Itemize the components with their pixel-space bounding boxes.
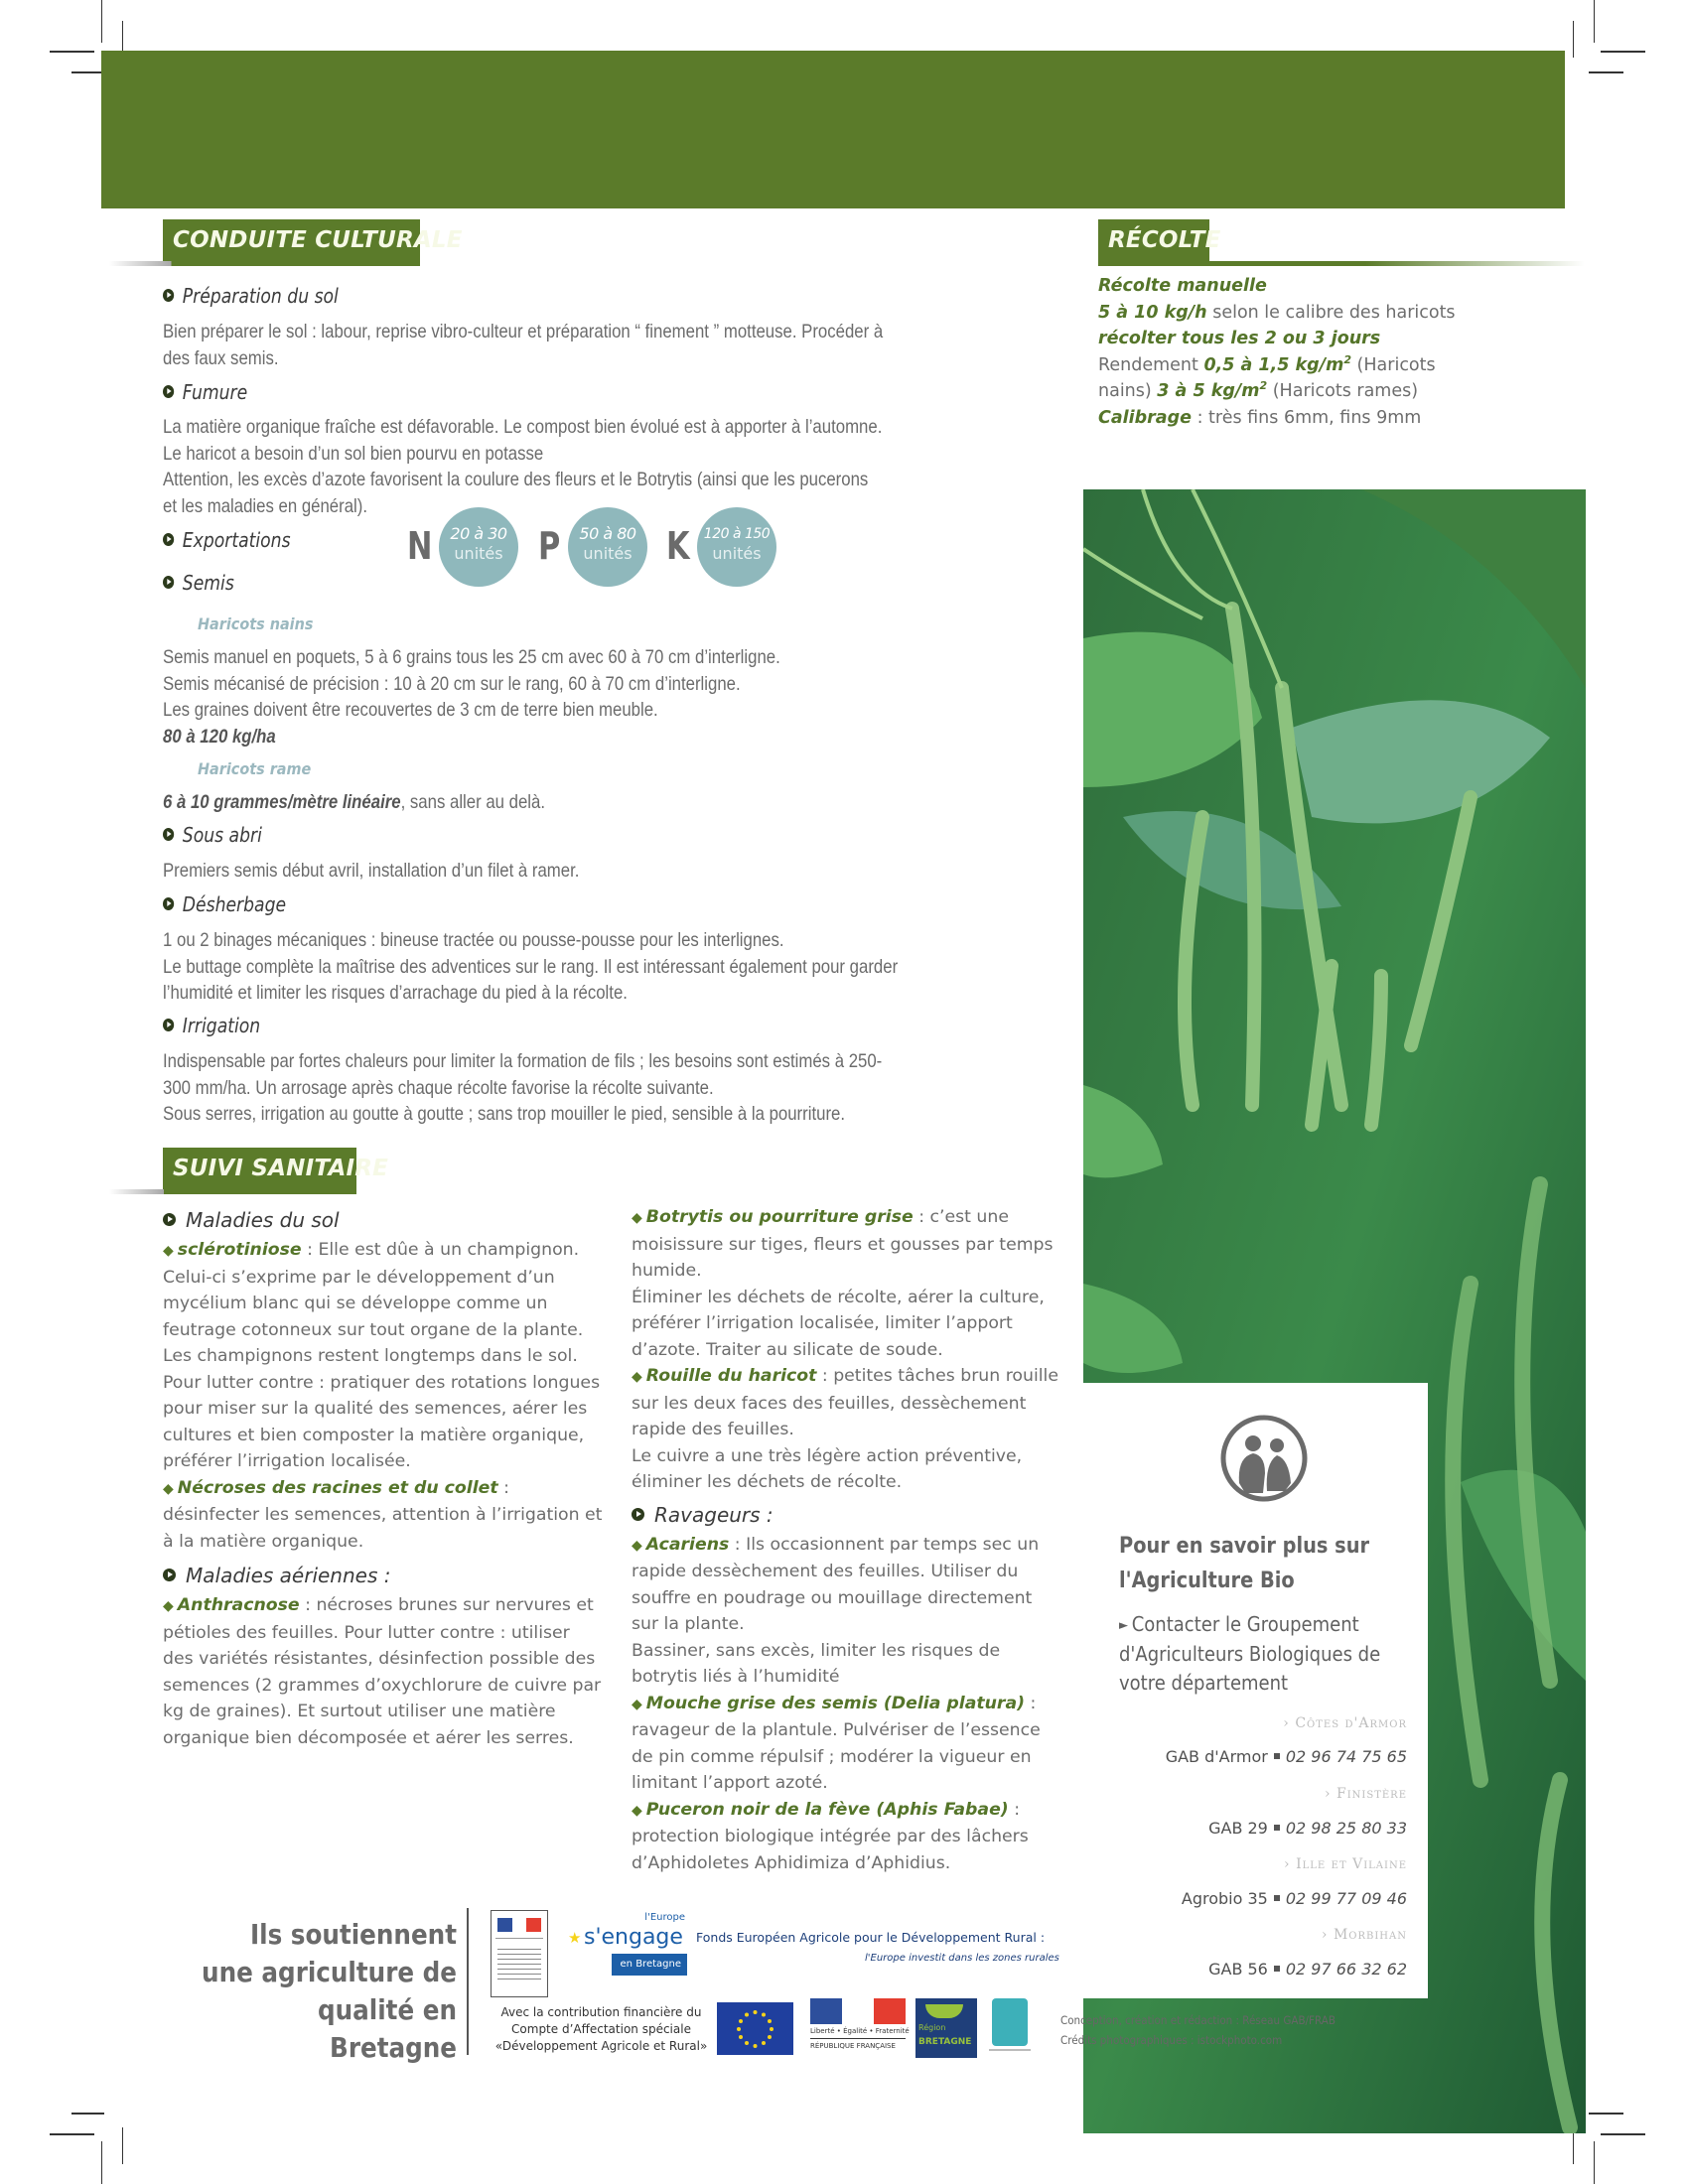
crop-mark — [1589, 71, 1623, 73]
disease-text: Éliminer les déchets de récolte, aérer la culture, préférer l’irrigation localisée, limiter l’apport d’azote. Traiter au silicate de soude. — [632, 1287, 1045, 1360]
crop-mark — [1573, 21, 1574, 58]
subheading-text: Ravageurs : — [654, 1502, 774, 1527]
recolte-text — [1098, 273, 1476, 431]
em-text: 5 à 10 kg/h — [1098, 302, 1207, 323]
text-line: et les maladies en général). — [163, 494, 368, 517]
sanitaire-col-left — [163, 1205, 605, 1751]
info-text-content: Contacter le Groupement d'Agriculteurs Biologiques de votre département — [1119, 1612, 1381, 1695]
pest-text: : protection biologique intégrée par des lâchers d’Aphidoletes Aphidimiza d’Aphidius. — [632, 1799, 1029, 1873]
subheading-text: Fumure — [182, 380, 248, 404]
npk-letter-n: N — [407, 524, 433, 568]
pest-entry — [632, 1797, 1058, 1877]
play-bullet-icon — [163, 289, 174, 302]
contact-org: GAB 56 — [1208, 1960, 1268, 1979]
disease-name: Nécroses des racines et du collet — [177, 1477, 498, 1498]
text-line: Compte d’Affectation spéciale — [511, 2022, 691, 2036]
subheading-ravageurs — [632, 1500, 1058, 1530]
disease-text: : désinfecter les semences, attention à l’irrigation et à la matière organique. — [163, 1477, 603, 1552]
phone-number: 02 96 74 75 65 — [1285, 1747, 1407, 1766]
subheading-semis — [163, 571, 234, 595]
diamond-bullet-icon: ◆ — [632, 1537, 642, 1554]
support-statement: Ils soutiennent une agriculture de qualité en Bretagne — [202, 1918, 457, 2064]
em-text — [1157, 381, 1267, 401]
square-separator-icon — [1274, 1895, 1280, 1901]
feader-subtitle: l'Europe investit dans les zones rurales — [865, 1953, 1059, 1964]
diamond-bullet-icon: ◆ — [163, 1598, 174, 1614]
square-separator-icon — [1274, 1825, 1280, 1831]
phone-number: 02 98 25 80 33 — [1285, 1819, 1407, 1838]
disease-entry — [163, 1237, 605, 1475]
diamond-bullet-icon: ◆ — [163, 1480, 174, 1497]
text-line: «Développement Agricole et Rural» — [494, 2039, 708, 2053]
feader-title: Fonds Européen Agricole pour le Développement Rural : — [696, 1930, 1046, 1945]
text-line: Avec la contribution financière du — [500, 2005, 702, 2019]
play-bullet-icon — [163, 828, 174, 841]
contact-phone[interactable] — [1182, 1889, 1407, 1909]
recolte-line — [1098, 405, 1476, 432]
npk-value: 120 à 150 — [703, 526, 771, 542]
french-flag-icon — [497, 1918, 541, 1932]
subheading-text: Sous abri — [182, 823, 262, 847]
subheading-text: Exportations — [182, 528, 291, 552]
text-line: 300 mm/ha. Un arrosage après chaque récolte favorise la récolte suivante. — [163, 1076, 714, 1099]
subheading-text: Maladies du sol — [186, 1208, 340, 1232]
crop-mark — [50, 2133, 94, 2135]
paragraph-semis-rame — [163, 789, 1055, 816]
em-value: 3 à 5 kg/m — [1157, 381, 1260, 401]
dose-text: 6 à 10 grammes/mètre linéaire — [163, 791, 401, 813]
play-bullet-icon — [163, 1569, 176, 1581]
crop-mark — [71, 71, 104, 73]
subheading-irrigation — [163, 1014, 260, 1037]
phone-number: 02 97 66 32 62 — [1285, 1960, 1407, 1979]
variety-label-nains: Haricots nains — [198, 614, 314, 633]
disease-entry — [632, 1204, 1058, 1285]
contact-org: GAB d'Armor — [1165, 1747, 1268, 1766]
pest-text: : Ils occasionnent par temps sec un rapide dessèchement des feuilles. Utiliser du souffre en poudrage ou mouillage directement sur la plante. — [632, 1534, 1040, 1634]
subheading-text: Maladies aériennes : — [186, 1564, 391, 1587]
superscript: 2 — [1259, 379, 1268, 393]
text-span: : très fins 6mm, fins 9mm — [1192, 407, 1422, 428]
contact-dept: › Côtes d'Armor — [1283, 1715, 1407, 1731]
disease-text: : nécroses brunes sur nervures et pétioles des feuilles. Pour lutter contre : utiliser des variétés résistantes, désinfection possible des semences (2 grammes d’oxychlorure de cuivre par kg de graines). Et surtout utiliser une matière organique bien décomposée et aérer les serres. — [163, 1595, 602, 1748]
text-line: Le haricot a besoin d’un sol bien pourvu en potasse — [163, 442, 544, 465]
disease-text: : c’est une moisissure sur tiges, fleurs et gousses par temps humide. — [632, 1207, 1054, 1281]
disease-text: : petites tâches brun rouille sur les deux faces des feuilles, dessèchement rapide des feuilles. — [632, 1366, 1058, 1439]
contact-phone[interactable] — [1208, 1819, 1407, 1839]
paragraph-sous-abri — [163, 858, 1055, 885]
crop-mark — [122, 2127, 123, 2164]
diamond-bullet-icon: ◆ — [632, 1210, 642, 1226]
play-bullet-icon — [632, 1508, 644, 1521]
text-span: (Haricots rames) — [1267, 381, 1419, 401]
text-line: Semis mécanisé de précision : 10 à 20 cm sur le rang, 60 à 70 cm d’interligne. — [163, 672, 741, 695]
disease-name: Rouille du haricot — [645, 1366, 817, 1386]
pest-name: Acariens — [645, 1534, 730, 1555]
disease-name: sclérotiniose — [177, 1240, 302, 1260]
paragraph-preparation — [163, 319, 1055, 371]
header-banner — [101, 51, 1565, 208]
section-underline — [1098, 261, 1585, 266]
text-line: Les graines doivent être recouvertes de 3 cm de terre bien meuble. — [163, 699, 658, 721]
play-bullet-icon — [163, 385, 174, 398]
npk-unit: unités — [712, 544, 762, 563]
subheading-text: Semis — [182, 571, 234, 595]
npk-unit: unités — [583, 544, 633, 563]
em-text — [1203, 352, 1351, 375]
crop-mark — [1594, 0, 1595, 43]
diamond-bullet-icon: ◆ — [163, 1243, 174, 1259]
text-line: La matière organique fraîche est défavorable. Le compost bien évolué est à apporter à l’automne. — [163, 416, 883, 438]
text-line: Attention, les excès d’azote favorisent la coulure des fleurs et le Botrytis (ainsi que les pucerons — [163, 469, 869, 490]
sanitaire-col-right — [632, 1204, 1058, 1876]
disease-entry — [163, 1592, 605, 1751]
contact-dept: › Morbihan — [1321, 1927, 1407, 1943]
contact-org: GAB 29 — [1208, 1819, 1268, 1838]
phone-number: 02 99 77 09 46 — [1285, 1889, 1407, 1908]
leaf-icon — [925, 2004, 963, 2018]
crop-mark — [50, 51, 94, 53]
europe-region-text: en Bretagne — [620, 1959, 681, 1970]
play-bullet-icon — [163, 576, 174, 589]
credit-line: Conception, création et rédaction : Réseau GAB/FRAB — [1060, 2013, 1336, 2027]
paragraph-irrigation — [163, 1048, 1055, 1128]
play-bullet-icon — [163, 897, 174, 910]
contact-phone[interactable] — [1166, 1747, 1407, 1767]
star-icon: ★ — [568, 1930, 582, 1947]
crop-mark — [1601, 2133, 1645, 2135]
subheading-text: Irrigation — [182, 1014, 261, 1037]
recolte-line — [1098, 300, 1476, 327]
contact-org: Agrobio 35 — [1181, 1889, 1268, 1908]
text-line: Bien préparer le sol : labour, reprise vibro-culteur et préparation “ finement ” motteuse. Procéder à — [163, 321, 884, 342]
disease-entry — [632, 1363, 1058, 1443]
text-span: (Haricots nains) — [1098, 354, 1436, 401]
pest-name: Mouche grise des semis (Delia platura) — [645, 1693, 1025, 1713]
text-line: des faux semis. — [163, 346, 279, 369]
npk-value: 20 à 30 — [450, 524, 507, 543]
text-span: , sans aller au delà. — [400, 791, 546, 813]
recolte-line: Récolte manuelle — [1098, 276, 1267, 296]
people-icon — [1219, 1414, 1309, 1503]
credit-line: Crédits photographiques : istockphoto.com — [1060, 2033, 1283, 2047]
disease-entry — [163, 1475, 605, 1556]
play-bullet-icon — [163, 533, 174, 546]
info-title: Pour en savoir plus sur l'Agriculture Bio — [1119, 1534, 1370, 1593]
text-line: Sous serres, irrigation au goutte à goutte ; sans trop mouiller le pied, sensible à la pourriture. — [163, 1103, 846, 1125]
contact-dept: › Ille et Vilaine — [1284, 1856, 1407, 1872]
square-separator-icon — [1274, 1753, 1280, 1759]
text-line: l’humidité et limiter les risques d’arrachage du pied à la récolte. — [163, 982, 628, 1004]
diamond-bullet-icon: ◆ — [632, 1802, 642, 1819]
superscript: 2 — [1343, 352, 1351, 366]
text-span: selon le calibre des haricots — [1206, 302, 1456, 323]
eu-stars-icon — [717, 2002, 793, 2055]
pest-text: : ravageur de la plantule. Pulvériser de l’essence de pin comme répulsif ; modérer la vigueur en limitant l’apport azoté. — [632, 1693, 1041, 1793]
section-underline — [109, 261, 420, 266]
play-bullet-icon — [163, 1213, 176, 1226]
npk-badge-n — [439, 507, 518, 587]
europe-engage-logo — [568, 1912, 687, 1978]
text-span: Rendement — [1098, 354, 1204, 375]
crop-mark — [101, 2141, 102, 2184]
section-underline — [109, 1189, 356, 1194]
info-text — [1119, 1610, 1414, 1698]
pest-text: Bassiner, sans excès, limiter les risques de botrytis liés à l’humidité — [632, 1640, 1001, 1687]
ministry-logo — [491, 1910, 548, 1997]
text-line: Semis manuel en poquets, 5 à 6 grains tous les 25 cm avec 60 à 70 cm d’interligne. — [163, 646, 780, 668]
republique-francaise-logo — [810, 1998, 910, 2058]
subheading-maladies-aeriennes — [163, 1561, 605, 1590]
diamond-bullet-icon: ◆ — [632, 1696, 642, 1712]
region-top: Région — [918, 2023, 946, 2032]
contribution-text — [494, 2004, 708, 2055]
variety-label-rame: Haricots rame — [198, 759, 312, 778]
dose-text: 80 à 120 kg/ha — [163, 725, 276, 748]
crop-mark — [1589, 2113, 1623, 2115]
region-bretagne-logo — [915, 1998, 977, 2058]
recolte-line — [1098, 352, 1476, 405]
text-line — [163, 789, 1055, 816]
section-title-sanitaire: SUIVI SANITAIRE — [163, 1148, 356, 1189]
section-title-conduite: CONDUITE CULTURALE — [163, 219, 420, 261]
em-value: 0,5 à 1,5 kg/m — [1203, 354, 1344, 375]
crop-mark — [101, 0, 102, 43]
rf-motto: Liberté • Égalité • Fraternité — [810, 2027, 910, 2035]
pest-entry — [632, 1691, 1058, 1797]
europe-small-text: l'Europe — [644, 1912, 685, 1923]
text-line: Premiers semis début avril, installation d’un filet à ramer. — [163, 860, 580, 882]
disease-name: Botrytis ou pourriture grise — [645, 1207, 914, 1227]
paragraph-fumure — [163, 414, 1055, 519]
subheading-exportations — [163, 528, 291, 552]
rf-name: RÉPUBLIQUE FRANÇAISE — [810, 2042, 896, 2050]
recolte-line: récolter tous les 2 ou 3 jours — [1098, 329, 1381, 348]
subheading-preparation — [163, 284, 339, 308]
npk-letter-p: P — [538, 524, 561, 568]
text-line: Le buttage complète la maîtrise des adventices sur le rang. Il est intéressant également pour garder — [163, 955, 899, 978]
crop-mark — [1601, 51, 1645, 53]
paragraph-desherbage — [163, 927, 1055, 1007]
europe-big-text: s'engage — [584, 1925, 683, 1950]
play-bullet-icon — [163, 1019, 174, 1031]
subheading-maladies-sol — [163, 1205, 605, 1235]
diamond-bullet-icon: ◆ — [632, 1369, 642, 1385]
subheading-sous-abri — [163, 823, 262, 847]
npk-unit: unités — [454, 544, 503, 563]
section-title-recolte: RÉCOLTE — [1098, 219, 1209, 261]
subheading-desherbage — [163, 892, 286, 916]
npk-badge-k — [697, 507, 776, 587]
disease-name: Anthracnose — [177, 1595, 300, 1615]
contact-dept: › Finistère — [1324, 1786, 1407, 1802]
contact-phone[interactable] — [1208, 1960, 1407, 1979]
disease-text: Le cuivre a une très légère action préventive, éliminer les déchets de récolte. — [632, 1445, 1023, 1492]
region-name: BRETAGNE — [918, 2037, 972, 2047]
npk-badge-p — [568, 507, 647, 587]
subheading-text: Désherbage — [182, 892, 287, 916]
credits — [1060, 2010, 1336, 2050]
npk-letter-k: K — [666, 524, 690, 568]
text-line: Indispensable par fortes chaleurs pour limiter la formation de fils ; les besoins sont estimés à 250- — [163, 1050, 883, 1072]
subheading-fumure — [163, 380, 247, 404]
pest-entry — [632, 1532, 1058, 1638]
npk-value: 50 à 80 — [579, 524, 636, 543]
footer-divider — [467, 1908, 469, 2055]
triangle-bullet-icon: ► — [1119, 1618, 1132, 1633]
crop-mark — [71, 2113, 104, 2115]
subheading-text: Préparation du sol — [182, 284, 339, 308]
eu-flag-logo — [717, 2002, 793, 2055]
em-text: Calibrage — [1098, 407, 1193, 428]
marianne-flag-icon — [810, 1998, 906, 2024]
disease-text: : Elle est dûe à un champignon. Celui-ci s’exprime par le développement d’un mycélium blanc qui se développe comme un feutrage cotonneux sur tout organe de la plante. Les champignons restent longtemps dans le sol. Pour lutter contre : pratiquer des rotations longues pour miser sur la qualité des semences, aérer les cultures et bien composter la matière organique, préférer l’irrigation localisée. — [163, 1240, 601, 1471]
paragraph-semis-nains — [163, 644, 1055, 750]
text-line: 1 ou 2 binages mécaniques : bineuse tractée ou pousse-pousse pour les interlignes. — [163, 929, 784, 951]
pest-name: Puceron noir de la fève (Aphis Fabae) — [645, 1799, 1009, 1820]
square-separator-icon — [1274, 1966, 1280, 1972]
agence-eau-logo — [989, 1998, 1031, 2053]
crop-mark — [1594, 2141, 1595, 2184]
